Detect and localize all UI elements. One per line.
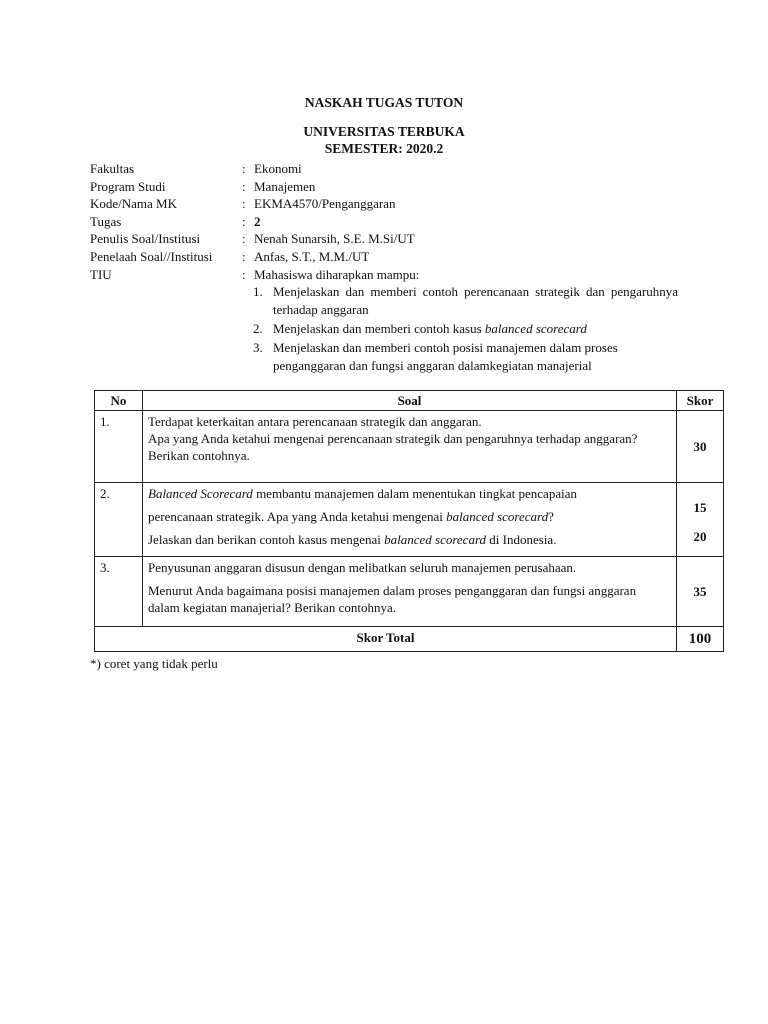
question-table bbox=[94, 390, 724, 652]
header-skor: Skor bbox=[677, 391, 724, 411]
score-value: 15 bbox=[693, 500, 707, 515]
row-number: 2. bbox=[95, 483, 143, 557]
question-cell bbox=[143, 411, 677, 483]
meta-value: Mahasiswa diharapkan mampu: bbox=[254, 266, 420, 282]
footnote: *) coret yang tidak perlu bbox=[90, 656, 218, 671]
tiu-number: 2. bbox=[253, 321, 263, 336]
semester-label: SEMESTER: 2020.2 bbox=[324, 141, 444, 156]
meta-colon: : bbox=[242, 161, 246, 176]
table-row bbox=[95, 483, 724, 557]
meta-label: Program Studi bbox=[90, 178, 166, 194]
tiu-item bbox=[253, 320, 678, 338]
meta-colon: : bbox=[242, 213, 246, 229]
meta-value: Nenah Sunarsih, S.E. M.Si/UT bbox=[254, 231, 415, 247]
question-text: ? bbox=[548, 509, 554, 524]
document-title: NASKAH TUGAS TUTON bbox=[304, 95, 464, 110]
table-row bbox=[95, 557, 724, 627]
tiu-list bbox=[253, 283, 678, 376]
question-italic: Balanced Scorecard bbox=[148, 486, 253, 501]
total-score: 100 bbox=[677, 627, 724, 652]
meta-colon: : bbox=[242, 178, 246, 194]
header-no: No bbox=[95, 391, 143, 411]
tiu-text: Menjelaskan dan memberi contoh kasus bbox=[273, 321, 485, 336]
score-cell: 35 bbox=[677, 557, 724, 627]
score-cell bbox=[677, 483, 724, 557]
meta-label: Tugas bbox=[90, 213, 122, 229]
question-text: Jelaskan dan berikan contoh kasus mengenai bbox=[148, 532, 385, 547]
header-soal: Soal bbox=[143, 391, 677, 411]
meta-value: 2 bbox=[254, 213, 261, 229]
question-italic: balanced scorecard bbox=[384, 532, 487, 547]
question-line bbox=[148, 531, 671, 548]
tiu-item bbox=[253, 283, 678, 319]
table-row bbox=[95, 411, 724, 483]
score-value: 20 bbox=[693, 529, 707, 544]
tiu-text: Menjelaskan dan memberi contoh posisi manajemen dalam proses penganggaran dan fungsi anggaran dalamkegiatan manajerial bbox=[273, 340, 618, 373]
tiu-text: Menjelaskan dan memberi contoh perencanaan strategik dan pengaruhnya terhadap anggaran bbox=[273, 284, 678, 317]
meta-value: Ekonomi bbox=[254, 161, 302, 176]
meta-colon: : bbox=[242, 231, 246, 247]
row-number: 1. bbox=[95, 411, 143, 483]
meta-label: Penulis Soal/Institusi bbox=[90, 231, 201, 247]
meta-colon: : bbox=[242, 196, 246, 212]
tiu-number: 1. bbox=[253, 284, 263, 299]
question-line: Penyusunan anggaran disusun dengan melibatkan seluruh manajemen perusahaan. bbox=[148, 560, 577, 575]
tiu-item bbox=[253, 339, 678, 375]
table-header-row bbox=[95, 391, 724, 411]
meta-label: Kode/Nama MK bbox=[90, 196, 178, 212]
meta-colon: : bbox=[242, 266, 246, 282]
university-name: UNIVERSITAS TERBUKA bbox=[303, 124, 465, 139]
question-line bbox=[148, 508, 671, 525]
question-line: Menurut Anda bagaimana posisi manajemen dalam proses penganggaran dan fungsi anggaran dalam kegiatan manajerial? Berikan contohnya. bbox=[148, 583, 637, 615]
question-text: perencanaan strategik. Apa yang Anda ketahui mengenai bbox=[148, 509, 447, 524]
question-text: membantu manajemen dalam menentukan tingkat pencapaian bbox=[252, 486, 577, 501]
question-line bbox=[148, 485, 671, 502]
tiu-number: 3. bbox=[253, 340, 263, 355]
meta-value: Anfas, S.T., M.M./UT bbox=[254, 248, 370, 264]
question-cell bbox=[143, 557, 677, 627]
question-italic: balanced scorecard bbox=[446, 509, 549, 524]
meta-value: Manajemen bbox=[254, 178, 316, 194]
question-line: Terdapat keterkaitan antara perencanaan strategik dan anggaran. bbox=[148, 414, 482, 429]
meta-label: TIU bbox=[90, 266, 112, 282]
row-number: 3. bbox=[95, 557, 143, 627]
meta-colon: : bbox=[242, 248, 246, 264]
meta-value: EKMA4570/Penganggaran bbox=[254, 196, 396, 212]
question-text: di Indonesia. bbox=[486, 532, 557, 547]
total-row bbox=[95, 627, 724, 652]
total-label: Skor Total bbox=[95, 627, 677, 652]
question-line: Apa yang Anda ketahui mengenai perencanaan strategik dan pengaruhnya terhadap anggaran? Berikan contohnya. bbox=[148, 431, 638, 463]
meta-label: Penelaah Soal//Institusi bbox=[90, 248, 213, 264]
score-cell: 30 bbox=[677, 411, 724, 483]
question-cell bbox=[143, 483, 677, 557]
tiu-text-italic: balanced scorecard bbox=[484, 321, 587, 336]
meta-label: Fakultas bbox=[90, 161, 135, 176]
